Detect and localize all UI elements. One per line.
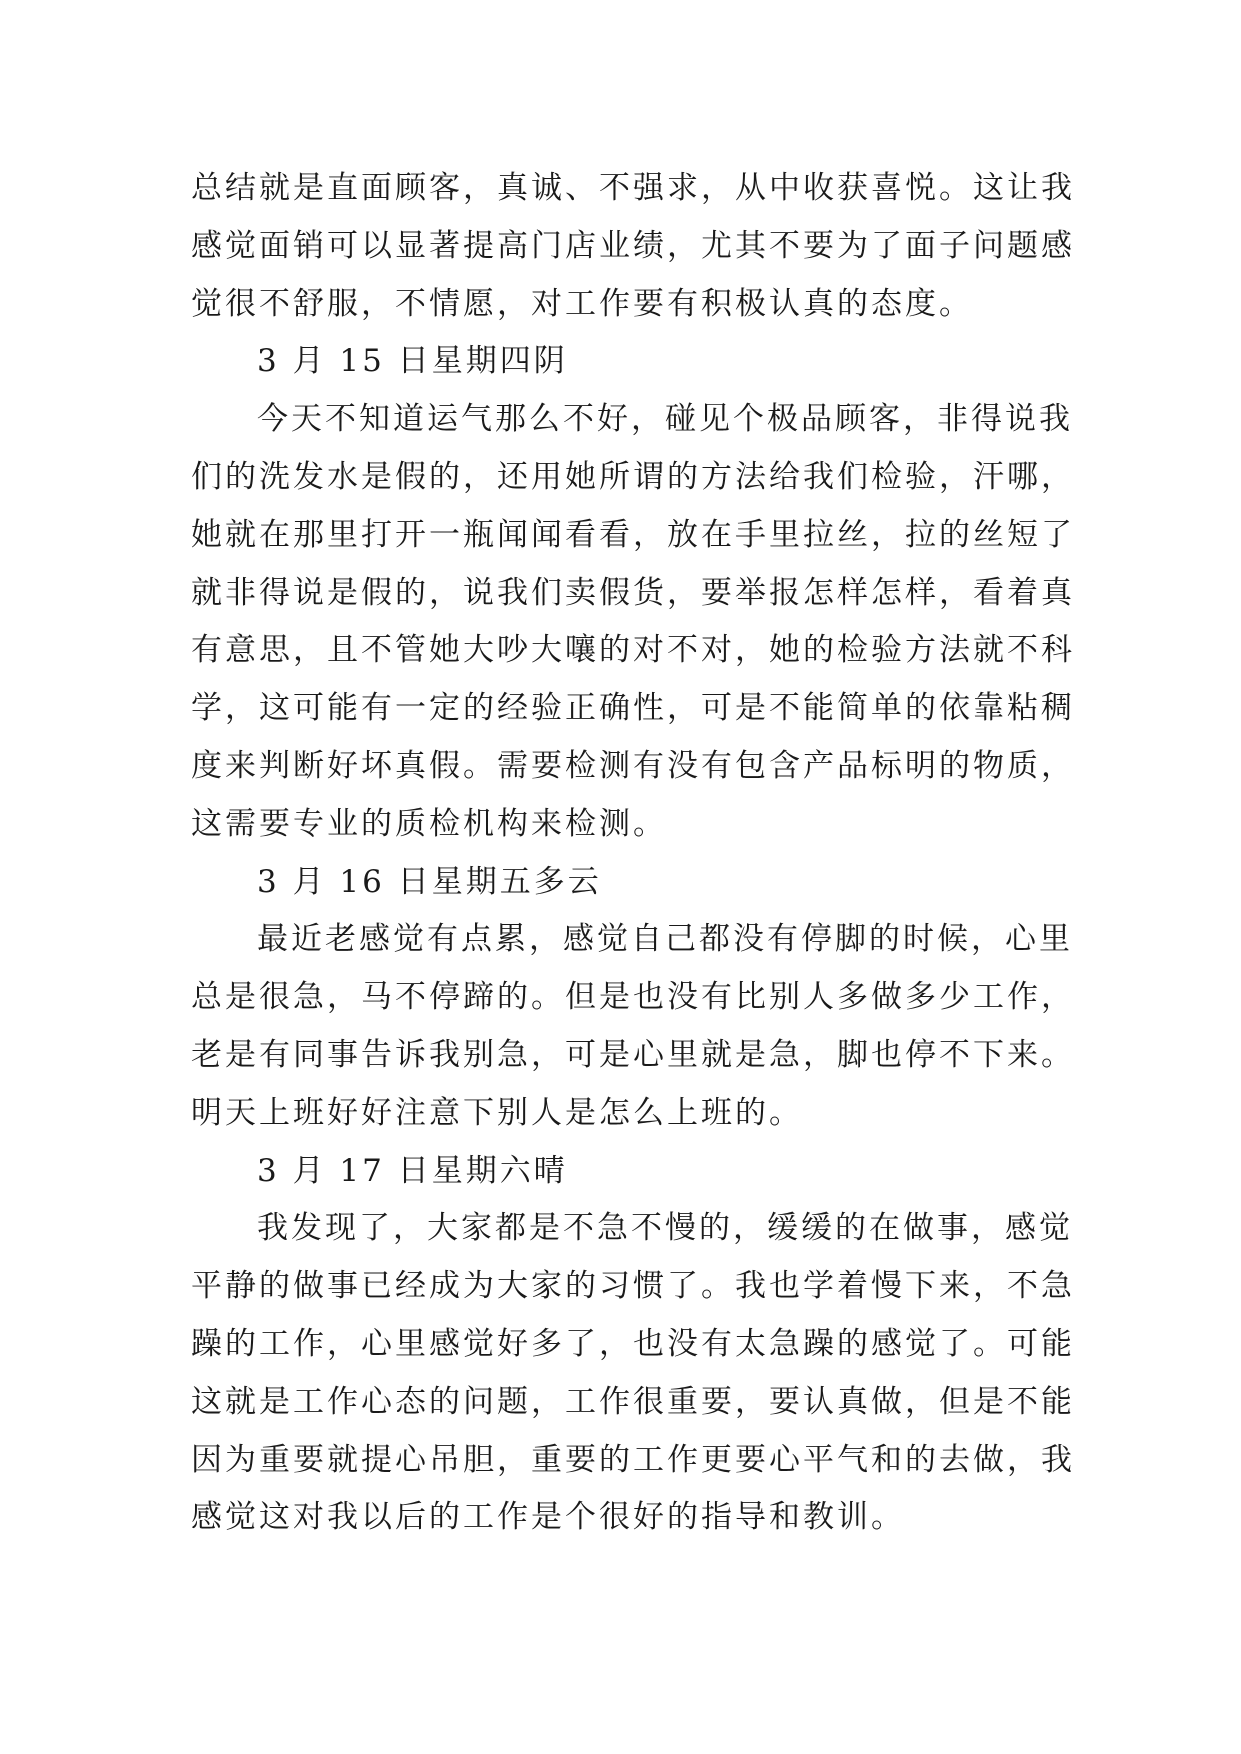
text-line: 平静的做事已经成为大家的习惯了。我也学着慢下来，不急 [191, 1268, 1075, 1305]
text-line: 这需要专业的质检机构来检测。 [191, 805, 667, 842]
text-line: 总结就是直面顾客，真诚、不强求，从中收获喜悦。这让我 [191, 170, 1075, 206]
text-line: 最近老感觉有点累，感觉自己都没有停脚的时候，心里 [257, 921, 1073, 958]
date-heading: 3 月 15 日星期四阴 [257, 343, 568, 380]
text-line: 她就在那里打开一瓶闻闻看看，放在手里拉丝，拉的丝短了 [191, 516, 1075, 553]
text-line: 我发现了，大家都是不急不慢的，缓缓的在做事，感觉 [257, 1210, 1073, 1247]
text-line: 觉很不舒服，不情愿，对工作要有积极认真的态度。 [191, 285, 973, 322]
text-line: 总是很急，马不停蹄的。但是也没有比别人多做多少工作， [191, 979, 1075, 1016]
text-line: 感觉面销可以显著提高门店业绩，尤其不要为了面子问题感 [191, 227, 1075, 264]
text-line: 有意思，且不管她大吵大嚷的对不对，她的检验方法就不科 [191, 632, 1075, 669]
text-line: 躁的工作，心里感觉好多了，也没有太急躁的感觉了。可能 [191, 1325, 1075, 1362]
text-line: 们的洗发水是假的，还用她所谓的方法给我们检验，汗哪， [191, 458, 1075, 495]
text-line: 今天不知道运气那么不好，碰见个极品顾客，非得说我 [257, 401, 1073, 438]
text-line: 学，这可能有一定的经验正确性，可是不能简单的依靠粘稠 [191, 690, 1075, 727]
document-body [191, 160, 1075, 1547]
text-line: 明天上班好好注意下别人是怎么上班的。 [191, 1094, 803, 1131]
text-line: 就非得说是假的，说我们卖假货，要举报怎样怎样，看着真 [191, 574, 1075, 611]
text-line: 度来判断好坏真假。需要检测有没有包含产品标明的物质， [191, 747, 1075, 784]
text-line: 这就是工作心态的问题，工作很重要，要认真做，但是不能 [191, 1383, 1075, 1420]
date-heading: 3 月 16 日星期五多云 [257, 863, 602, 900]
text-line: 感觉这对我以后的工作是个很好的指导和教训。 [191, 1499, 905, 1536]
text-line: 老是有同事告诉我别急，可是心里就是急，脚也停不下来。 [191, 1036, 1075, 1073]
text-line: 因为重要就提心吊胆，重要的工作更要心平气和的去做，我 [191, 1441, 1075, 1478]
date-heading: 3 月 17 日星期六晴 [257, 1152, 568, 1189]
